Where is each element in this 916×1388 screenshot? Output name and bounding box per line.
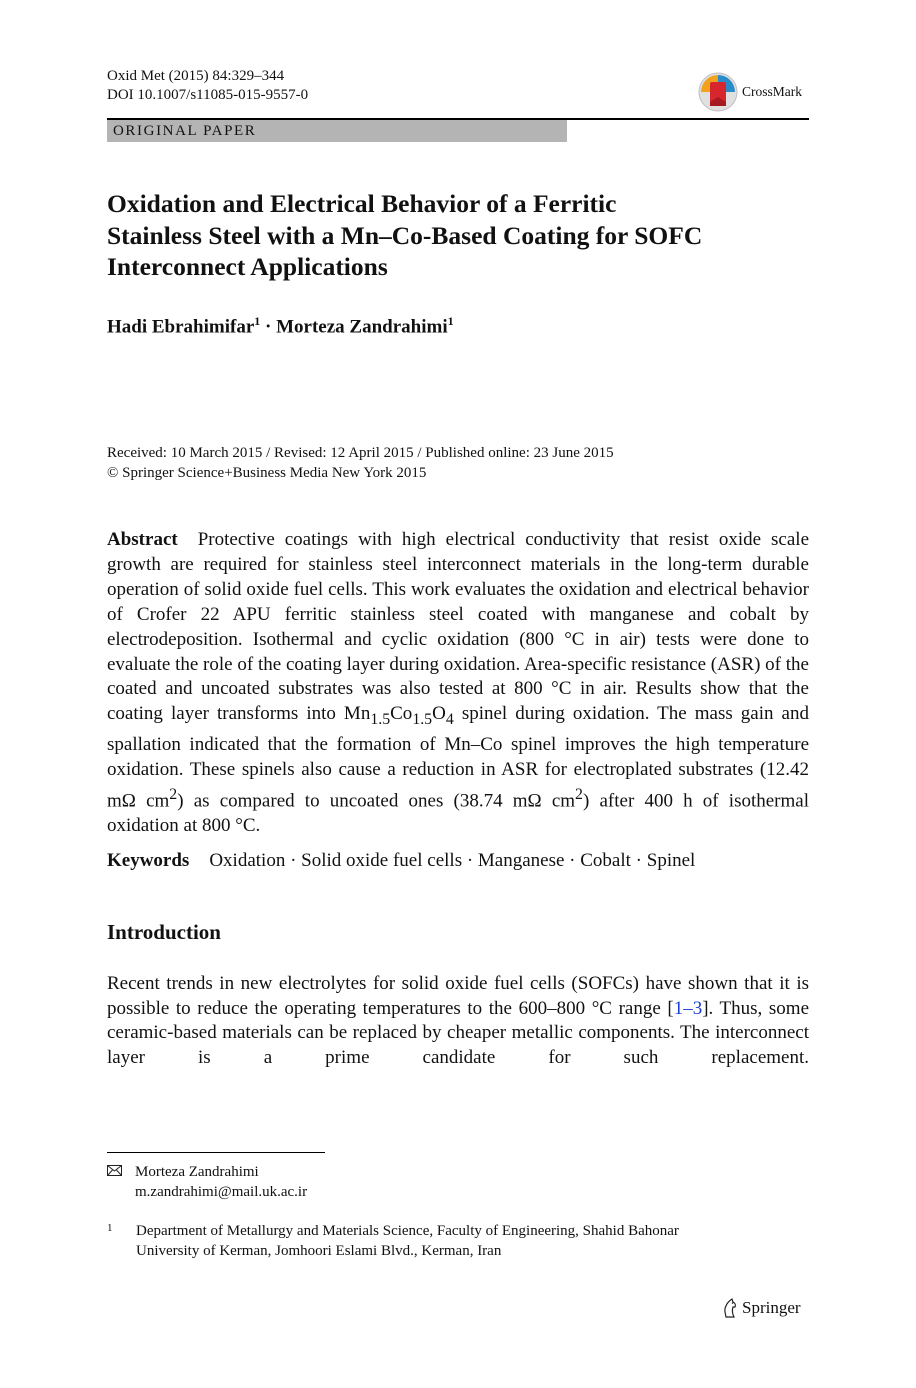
abstract-text: Protective coatings with high electrical conductivity that resist oxide scale growth are required for stainless steel interconnect materials in the long-term durable operation of solid oxide fuel cells. This work evaluates the oxidation and electrical behavior of Crofer 22 APU ferritic stainless steel coated with manganese and cobalt by electrodeposition. Isothermal and cyclic oxidation (800 °C in air) tests were done to evaluate the role of the coating layer during oxidation. Area-specific resistance (ASR) of the coated and uncoated substrates was also tested at 800 °C in air. Results show that the coating layer transforms into Mn	[107, 529, 810, 725]
crossmark-badge[interactable]	[698, 70, 810, 114]
corresponding-author	[107, 1162, 307, 1202]
affiliation-line-1: Department of Metallurgy and Materials Science, Faculty of Engineering, Shahid Bahonar	[136, 1223, 679, 1239]
title-line-1: Oxidation and Electrical Behavior of a Ferritic	[107, 189, 617, 218]
formula-element: O	[432, 703, 446, 725]
footnote-rule	[107, 1152, 325, 1153]
title-line-2: Stainless Steel with a Mn–Co-Based Coating for SOFC	[107, 220, 703, 250]
publisher-name: Springer	[742, 1298, 801, 1317]
affiliation	[107, 1222, 809, 1261]
abstract-label: Abstract	[107, 529, 178, 550]
keywords-list: Oxidation · Solid oxide fuel cells · Manganese · Cobalt · Spinel	[209, 850, 696, 871]
envelope-icon	[107, 1162, 135, 1182]
introduction-text	[107, 972, 809, 1070]
affiliation-marker: 1	[447, 314, 454, 328]
article-type-badge: ORIGINAL PAPER	[107, 120, 567, 142]
journal-volume-pages: Oxid Met (2015) 84:329–344	[107, 68, 285, 84]
keywords	[107, 850, 695, 872]
affiliation-marker: 1	[254, 314, 261, 328]
paper-title	[107, 188, 807, 283]
journal-citation	[107, 67, 308, 105]
subscript: 1.5	[370, 711, 391, 729]
publication-history	[107, 444, 614, 483]
author-separator: ·	[260, 316, 277, 338]
abstract-text: ) after 400 h of isothermal oxidation at 800 °C.	[107, 790, 809, 837]
subscript: 4	[445, 711, 454, 729]
superscript: 2	[575, 785, 583, 803]
affiliation-line-2: University of Kerman, Jomhoori Eslami Blvd., Kerman, Iran	[136, 1242, 502, 1259]
intro-text: Recent trends in new electrolytes for solid oxide fuel cells (SOFCs) have shown that it is possible to reduce the operating temperatures to the 600–800 °C range [	[107, 973, 809, 1019]
title-line-3: Interconnect Applications	[107, 252, 388, 281]
author-list	[107, 314, 454, 338]
doi: DOI 10.1007/s11085-015-9557-0	[107, 87, 309, 103]
history-dates: Received: 10 March 2015 / Revised: 12 April 2015 / Published online: 23 June 2015	[107, 445, 614, 461]
author-name[interactable]: Hadi Ebrahimifar	[107, 316, 255, 338]
publisher-logo	[722, 1298, 801, 1318]
abstract-text: spinel during oxidation. The mass gain and spallation indicated that the formation of Mn–Co spinel improves the high temperature oxidation. These spinels also cause a reduction in ASR for electroplated substrates (12.42 mΩ cm	[107, 703, 809, 812]
section-heading-introduction: Introduction	[107, 920, 221, 944]
keywords-label: Keywords	[107, 850, 190, 871]
superscript: 2	[169, 785, 178, 803]
citation-link[interactable]: 1–3	[673, 997, 703, 1019]
springer-horse-icon	[722, 1298, 738, 1318]
crossmark-icon	[698, 72, 738, 112]
contact-name: Morteza Zandrahimi	[135, 1164, 259, 1180]
formula-element: Co	[390, 703, 413, 725]
affiliation-number: 1	[107, 1222, 113, 1234]
intro-text: ]. Thus, some ceramic-based materials can be replaced by cheaper metallic components. The interconnect layer is a prime candidate for such replacement.	[107, 997, 810, 1068]
subscript: 1.5	[412, 711, 433, 729]
contact-email[interactable]: m.zandrahimi@mail.uk.ac.ir	[135, 1184, 308, 1200]
crossmark-label: CrossMark	[742, 84, 802, 99]
copyright-notice: © Springer Science+Business Media New York 2015	[107, 464, 427, 481]
author-name[interactable]: Morteza Zandrahimi	[276, 316, 448, 338]
abstract-text: ) as compared to uncoated ones (38.74 mΩ cm	[177, 790, 576, 812]
abstract	[107, 528, 809, 839]
